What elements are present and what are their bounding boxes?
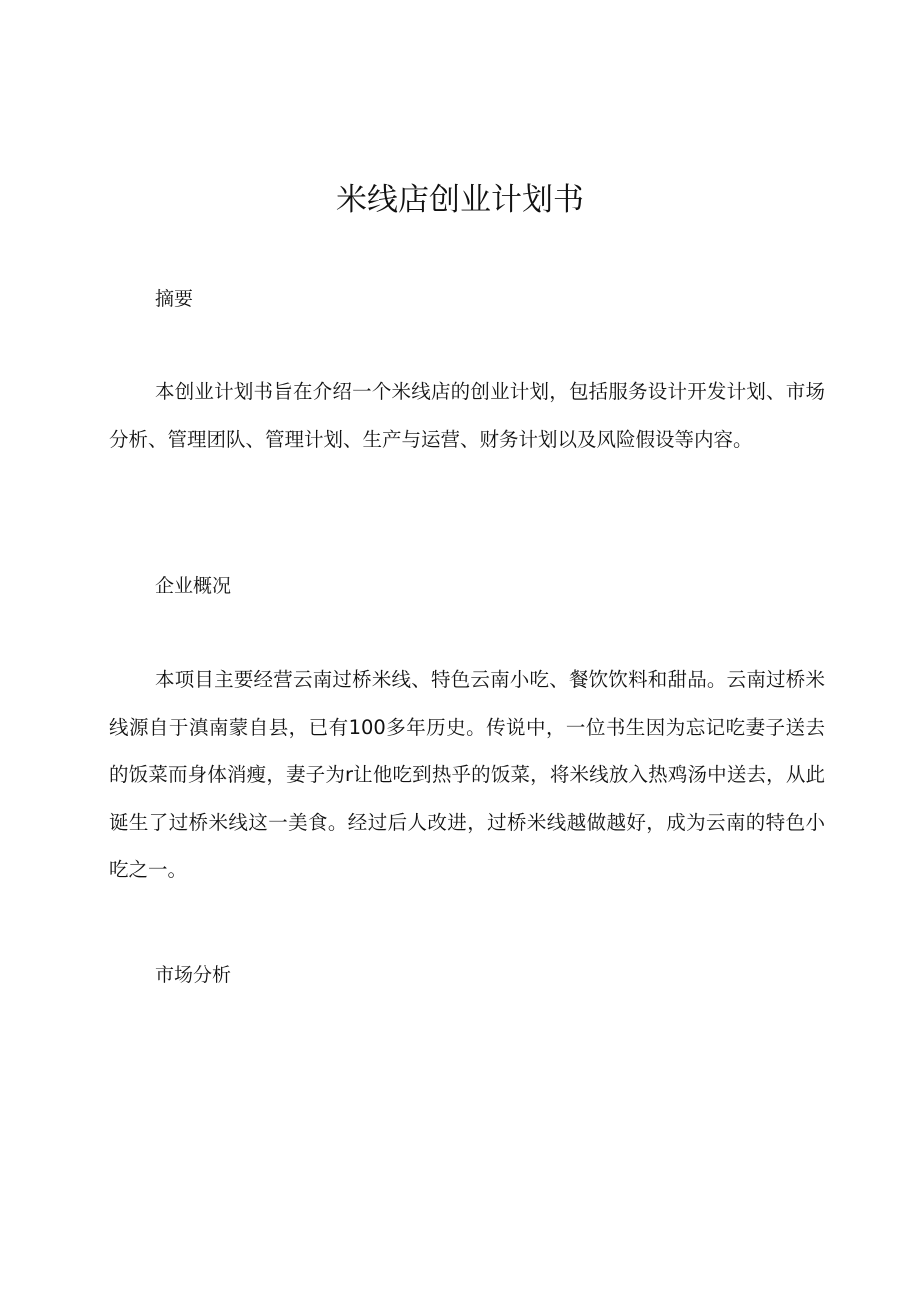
section-heading-market-analysis: 市场分析 — [155, 964, 232, 986]
company-overview-paragraph: 本项目主要经营云南过桥米线、特色云南小吃、餐饮饮料和甜品。云南过桥米线源自于滇南蒙自县，已有100多年历史。传说中，一位书生因为忘记吃妻子送去的饭菜而身体消瘦，妻子为r让他吃到热乎的饭菜，将米线放入热鸡汤中送去，从此诞生了过桥米线这一美食。经过后人改进，过桥米线越做越好，成为云南的特色小吃之一。 — [109, 668, 825, 881]
abstract-paragraph: 本创业计划书旨在介绍一个米线店的创业计划，包括服务设计开发计划、市场分析、管理团队、管理计划、生产与运营、财务计划以及风险假设等内容。 — [109, 380, 825, 451]
section-heading-company-overview: 企业概况 — [155, 575, 232, 597]
section-heading-abstract: 摘要 — [155, 288, 194, 310]
document-title: 米线店创业计划书 — [336, 182, 584, 218]
